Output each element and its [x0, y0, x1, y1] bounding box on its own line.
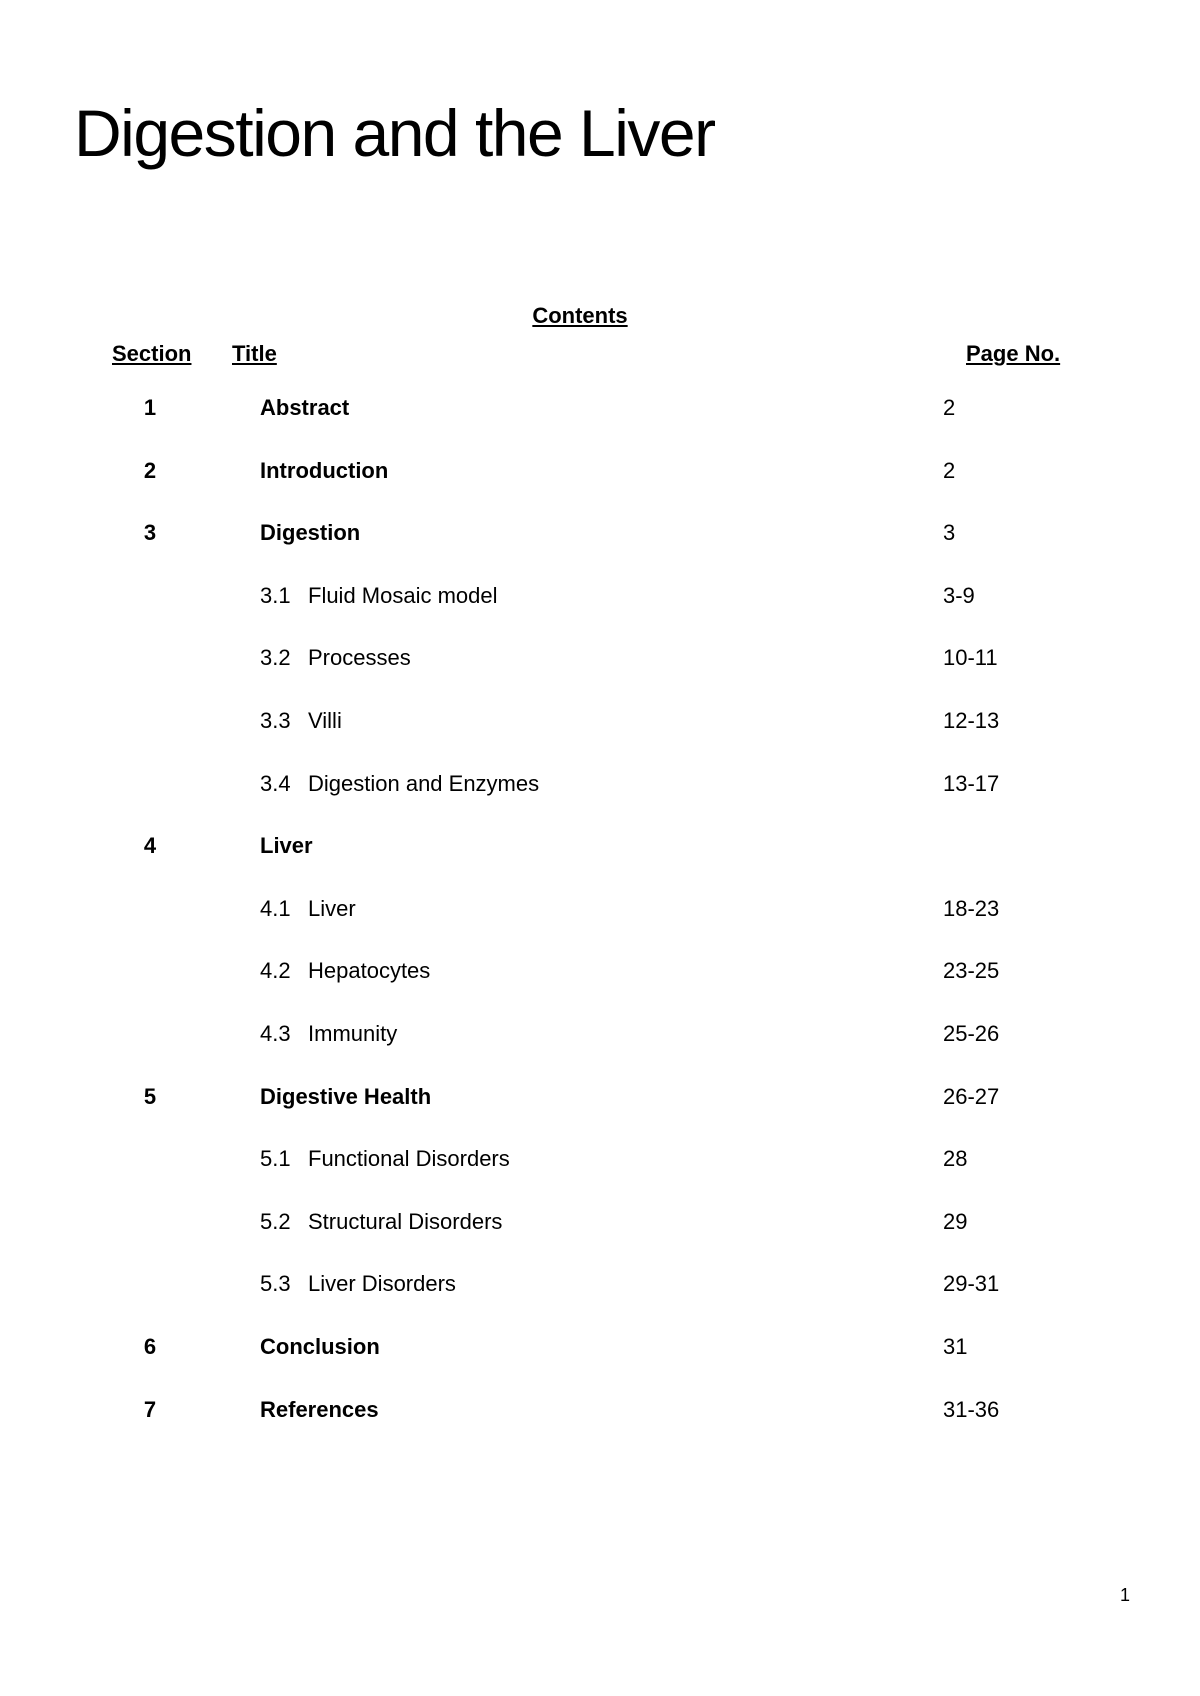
subsection-number: 3.3	[260, 708, 291, 733]
page-reference: 28	[943, 1146, 968, 1171]
toc-entry	[0, 1397, 1200, 1427]
section-number: 4	[143, 833, 157, 858]
subsection-title: Digestion and Enzymes	[308, 771, 540, 796]
subsection-number: 5.2	[260, 1209, 291, 1234]
section-title: Digestive Health	[260, 1084, 432, 1109]
subsection-title: Villi	[308, 708, 342, 733]
page-number-column-header: Page No.	[966, 341, 1061, 366]
toc-entry	[0, 708, 1200, 738]
subsection-title: Fluid Mosaic model	[308, 583, 498, 608]
section-number: 7	[143, 1397, 157, 1422]
toc-entry	[0, 520, 1200, 550]
page-reference: 3-9	[943, 583, 975, 608]
subsection-title: Liver Disorders	[308, 1271, 456, 1296]
section-column-header: Section	[112, 341, 192, 366]
page-reference: 2	[943, 395, 956, 420]
document-title: Digestion and the Liver	[74, 96, 715, 170]
page-reference: 18-23	[943, 896, 1000, 921]
title-column-header: Title	[232, 341, 277, 366]
toc-entry	[0, 1209, 1200, 1239]
subsection-number: 3.1	[260, 583, 291, 608]
subsection-number: 4.3	[260, 1021, 291, 1046]
toc-entry	[0, 771, 1200, 801]
toc-entry	[0, 958, 1200, 988]
subsection-number: 3.2	[260, 645, 291, 670]
section-title: References	[260, 1397, 379, 1422]
toc-entry	[0, 1334, 1200, 1364]
section-number: 1	[143, 395, 157, 420]
toc-entry	[0, 395, 1200, 425]
page-reference: 31-36	[943, 1397, 1000, 1422]
section-number: 3	[143, 520, 157, 545]
subsection-number: 5.3	[260, 1271, 291, 1296]
page-reference: 25-26	[943, 1021, 1000, 1046]
section-title: Introduction	[260, 458, 389, 483]
subsection-title: Structural Disorders	[308, 1209, 503, 1234]
toc-entry	[0, 1271, 1200, 1301]
page-reference: 29-31	[943, 1271, 1000, 1296]
page-reference: 31	[943, 1334, 968, 1359]
section-title: Digestion	[260, 520, 361, 545]
subsection-number: 5.1	[260, 1146, 291, 1171]
toc-entry	[0, 458, 1200, 488]
subsection-title: Hepatocytes	[308, 958, 431, 983]
page-reference: 13-17	[943, 771, 1000, 796]
subsection-title: Functional Disorders	[308, 1146, 510, 1171]
toc-entry	[0, 583, 1200, 613]
toc-entry	[0, 1146, 1200, 1176]
subsection-title: Processes	[308, 645, 411, 670]
subsection-number: 4.1	[260, 896, 291, 921]
subsection-title: Immunity	[308, 1021, 398, 1046]
page-reference: 23-25	[943, 958, 1000, 983]
toc-entry	[0, 833, 1200, 863]
section-title: Conclusion	[260, 1334, 380, 1359]
page-reference: 26-27	[943, 1084, 1000, 1109]
toc-entry	[0, 896, 1200, 926]
contents-heading: Contents	[532, 303, 628, 328]
section-title: Abstract	[260, 395, 350, 420]
page-reference: 10-11	[943, 645, 998, 670]
section-title: Liver	[260, 833, 313, 858]
subsection-title: Liver	[308, 896, 356, 921]
subsection-number: 4.2	[260, 958, 291, 983]
toc-entry	[0, 645, 1200, 675]
page-reference: 29	[943, 1209, 968, 1234]
toc-entry	[0, 1021, 1200, 1051]
page-reference: 3	[943, 520, 956, 545]
page-reference: 12-13	[943, 708, 1000, 733]
page-reference: 2	[943, 458, 956, 483]
toc-entry	[0, 1084, 1200, 1114]
subsection-number: 3.4	[260, 771, 291, 796]
section-number: 5	[143, 1084, 157, 1109]
section-number: 6	[143, 1334, 157, 1359]
section-number: 2	[143, 458, 157, 483]
page-number: 1	[1120, 1585, 1131, 1605]
